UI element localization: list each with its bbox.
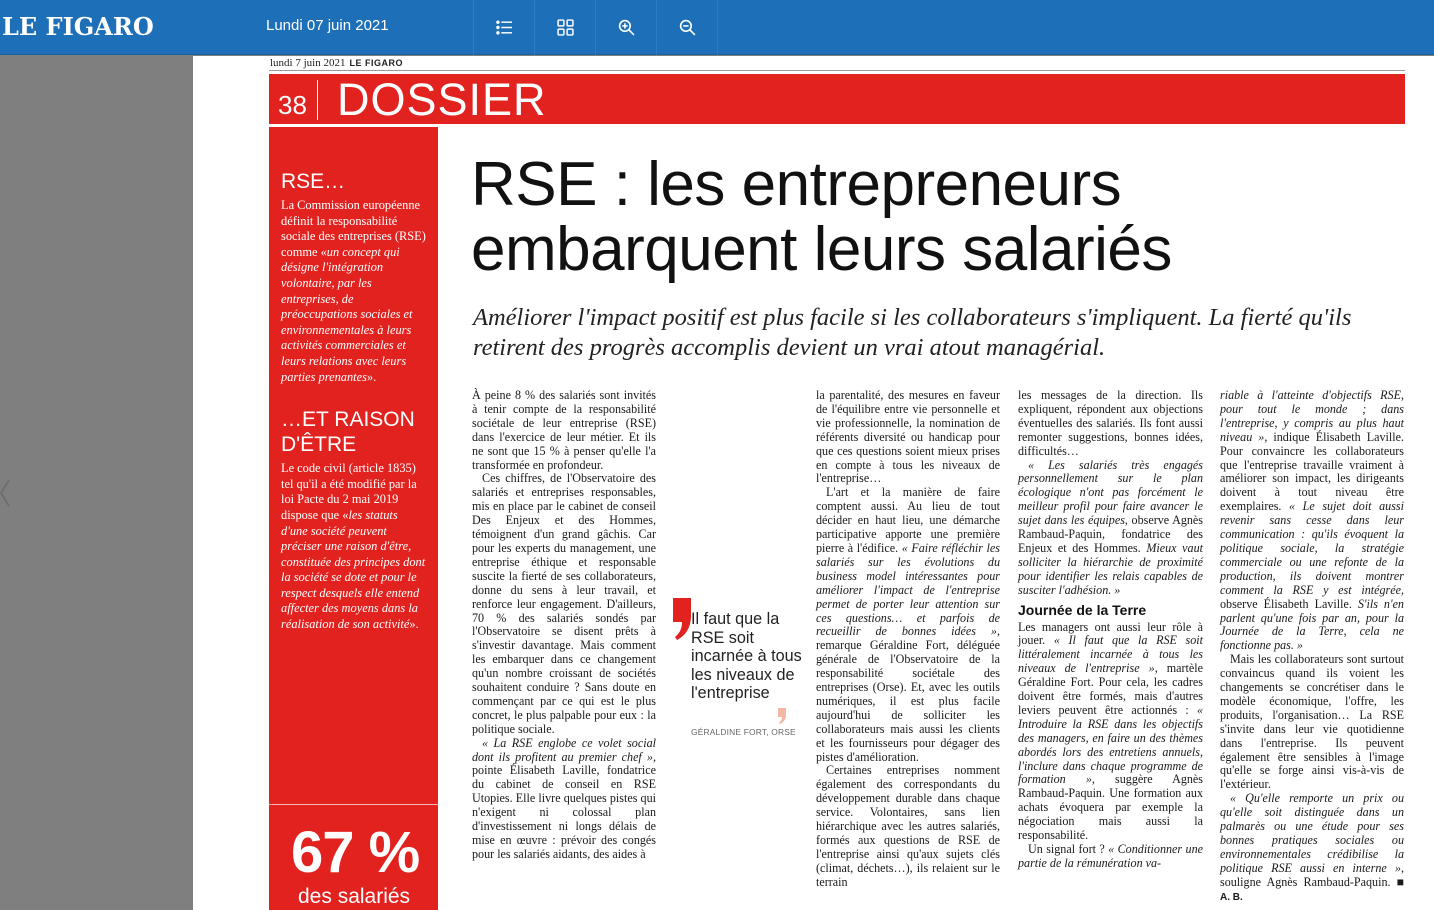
edition-date[interactable]: Lundi 07 juin 2021 xyxy=(266,17,389,34)
viewer-margin xyxy=(0,56,193,910)
zoom-out-button[interactable] xyxy=(657,0,717,55)
paragraph: la parentalité, des mesures en faveur de l'équilibre entre vie personnelle et vie professionnelle, la nomination de référents diversité ou handicap pour que ces questions soient mieux prises en compte à tous les niveaux de l'entreprise… xyxy=(816,388,1000,486)
author-signature: A. B. xyxy=(1220,891,1243,903)
banner-divider xyxy=(317,80,318,120)
top-toolbar xyxy=(0,0,1434,55)
article-column-3 xyxy=(816,389,1000,890)
paragraph: riable à l'atteinte d'objectifs RSE, pour tout le monde ; dans l'entreprise, y compris au plus haut niveau », indique Élisabeth Laville. Pour convaincre les collaborateurs que l'entreprise travaille vraiment à améliorer son impact, les dirigeants doivent à tout niveau être exemplaires. « Le sujet doit aussi revenir sans cesse dans leur communication : qu'ils évoquent la politique sociale, la stratégie commerciale ou une refonte de la production, ils doivent montrer comment la RSE y est intégrée, observe Élisabeth Laville. S'ils n'en parlent qu'une fois par an, pour la Journée de la Terre, cela ne fonctionne pas. » xyxy=(1220,388,1404,653)
paragraph: Les managers ont aussi leur rôle à jouer. « Il faut que la RSE soit littéralement incarnée à tous les niveaux de l'entreprise », martèle Géraldine Fort. Pour cela, les cadres doivent être formés, mais d'autres leviers peuvent être actionnés : « Introduire la RSE dans les objectifs des managers, en faire un des thèmes abordés lors des entretiens annuels, l'inclure dans chaque programme de formation », suggère Agnès Rambaud-Paquin. Une formation aux achats évoquera par exemple la négociation mais aussi la responsabilité. xyxy=(1018,619,1204,843)
page-number: 38 xyxy=(278,90,307,120)
folio-date: lundi 7 juin 2021 xyxy=(270,57,346,69)
paragraph: « Qu'elle remporte un prix ou qu'elle soit distinguée dans un palmarès ou une étude pour ses bonnes pratiques sociales ou environnementales crédibilise la politique RSE aussi en interne », souligne Agnès Rambaud-Paquin. ■ A. B. xyxy=(1220,791,1404,903)
paragraph: les messages de la direction. Ils expliquent, répondent aux objections éventuelles des salariés. Ils font aussi remonter suggestions, bonnes idées, difficultés… xyxy=(1018,388,1203,458)
paragraph: « La RSE englobe ce volet social dont ils profitent au premier chef », pointe Élisabeth Laville, fondatrice du cabinet de conseil en RSE Utopies. Elle livre quelques pistes qui n'exigent ni colossal plan d'investissement ni longs délais de mise en œuvre : prévoir des congés pour les salariés aidants, des aides à xyxy=(472,735,656,861)
list-view-icon xyxy=(496,19,513,36)
sidebar-heading-raison: …ET RAISON D'ÊTRE xyxy=(281,408,415,457)
article-subhead: Journée de la Terre xyxy=(1018,601,1147,618)
article-column-4 xyxy=(1018,389,1203,871)
zoom-in-icon xyxy=(618,19,635,36)
zoom-in-button[interactable] xyxy=(596,0,656,55)
list-view-button[interactable] xyxy=(474,0,534,55)
section-title: DOSSIER xyxy=(337,74,547,125)
paragraph: Ces chiffres, de l'Observatoire des salariés et entreprises responsables, mis en place par le cabinet de conseil Des Enjeux et des Hommes, témoignent d'un grand gâchis. Car pour les experts du management, une entreprise éthique et responsable suscite la fierté de ses collaborateurs, donne du sens à leur travail, et renforce leur engagement. D'ailleurs, 70 % des salariés sondés par l'Observatoire se disent prêts à s'investir davantage. Mais comment les embarquer dans ce changement qu'un nombre croissant de sociétés souhaitent conduire ? Sans doute en commençant par ce qui est le plus concret, le plus palpable pour eux : la politique sociale. xyxy=(472,471,656,736)
article-column-1 xyxy=(472,389,656,862)
open-quote-icon xyxy=(671,598,693,640)
sidebar-definition-raison: Le code civil (article 1835) tel qu'il a été modifié par la loi Pacte du 2 mai 2019 dispose que «les statuts d'une société peuvent préciser une raison d'être, constituée des principes dont la société se dote et pour le respect desquels elle entend affecter des moyens dans la réalisation de son activité». xyxy=(281,461,426,632)
folio-rule xyxy=(269,70,1405,71)
end-mark: ■ xyxy=(1396,874,1404,889)
app-logo[interactable]: LE FIGARO xyxy=(2,12,154,41)
paragraph: À peine 8 % des salariés sont invités à tenir compte de la responsabilité sociétale de leur entreprise (RSE) dans l'exercice de leur métier. Et ils ne sont que 15 % à penser qu'elle l'a transformée en profondeur. xyxy=(472,388,656,472)
sidebar-divider xyxy=(269,804,438,805)
grid-view-icon xyxy=(557,19,574,36)
article-deck: Améliorer l'impact positif est plus facile si les collaborateurs s'impliquent. La fierté qu'ils retirent des progrès accomplis devient un vrai atout managérial. xyxy=(473,304,1352,361)
previous-page-icon[interactable] xyxy=(0,478,10,508)
close-quote-icon xyxy=(777,708,787,724)
sidebar-heading-rse: RSE… xyxy=(281,170,346,193)
zoom-out-icon xyxy=(679,19,696,36)
paragraph: Un signal fort ? « Conditionner une partie de la rémunération va- xyxy=(1018,842,1203,870)
folio-line xyxy=(270,57,403,69)
folio-paper: LE FIGARO xyxy=(349,58,403,68)
stat-label: des salariés xyxy=(298,885,411,908)
sidebar-definition-rse: La Commission européenne définit la responsabilité sociale des entreprises (RSE) comme «un concept qui désigne l'intégration volontaire, par les entreprises, de préoccupations sociales et environnementales à leurs activités commerciales et leurs relations avec leurs parties prenantes». xyxy=(281,198,426,384)
paragraph: L'art et la manière de faire comptent aussi. Au lieu de tout décider en haut lieu, une démarche participative apporte une première pierre à l'édifice. « Faire réfléchir les salariés sur les évolutions du business model intéressantes pour améliorer l'impact de l'entreprise permet de porter leur attention sur ces questions… et parfois de recueillir de bonnes idées », remarque Géraldine Fort, déléguée générale de l'Observatoire de la responsabilité sociétale des entreprises (Orse). Et, avec les outils numériques, il est plus facile aujourd'hui de solliciter les collaborateurs mais aussi les clients et les fournisseurs pour dégager des pistes d'amélioration. xyxy=(816,485,1000,764)
paragraph: Certaines entreprises nomment également des correspondants du développement durable dans chaque service. Volontaires, sans lien hiérarchique avec les autres salariés, formés aux questions de RSE de l'entreprise ainsi qu'aux sujets clés (climat, déchets…), ils relaient sur le terrain xyxy=(816,763,1000,889)
sidebar-box xyxy=(269,127,438,910)
article-column-5 xyxy=(1220,389,1404,905)
paragraph: « Les salariés très engagés personnellement sur le plan écologique n'ont pas forcément le meilleur profil pour faire avancer le sujet dans les équipes, observe Agnès Rambaud-Paquin, fondatrice des Enjeux et des Hommes. Mieux vaut solliciter la hiérarchie de proximité pour identifier les relais capables de susciter l'adhésion. » xyxy=(1018,457,1203,597)
newspaper-page[interactable] xyxy=(193,56,1434,910)
toolbar-divider xyxy=(717,0,718,55)
pull-quote-byline: GÉRALDINE FORT, ORSE xyxy=(691,727,796,737)
paragraph: Mais les collaborateurs sont surtout convaincus quand ils voient les changements se concrétiser dans le modèle économique, l'offre, les produits, l'organisation… La RSE s'invite dans leur vie quotidienne dans l'entreprise. Ils peuvent également être sensibles à l'image qu'elle se forge ainsi vis-à-vis de l'extérieur. xyxy=(1220,652,1404,792)
pull-quote-text: Il faut que la RSE soit incarnée à tous les niveaux de l'entreprise xyxy=(691,610,802,703)
section-banner xyxy=(269,74,1405,124)
article-headline: RSE : les entrepreneurs embarquent leurs salariés xyxy=(471,150,1172,284)
stat-value: 67 % xyxy=(291,820,420,885)
grid-view-button[interactable] xyxy=(535,0,595,55)
